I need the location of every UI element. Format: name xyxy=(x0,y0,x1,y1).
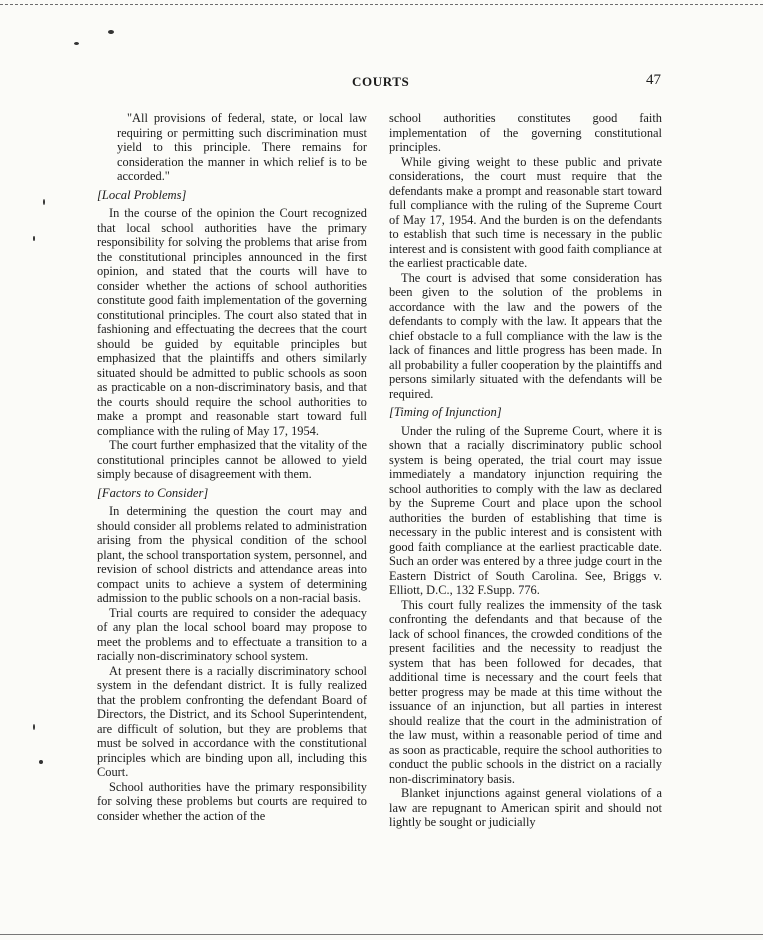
paragraph: School authorities have the primary responsibility for solving these problems but courts are required to consider whether the action of the xyxy=(97,779,367,823)
paragraph: While giving weight to these public and private considerations, the court must require that the defendants make a prompt and reasonable start toward full compliance with the ruling of the Supreme Court of May 17, 1954. And the burden is on the defendants to establish that such time is necessary in the public interest and is consistent with good faith compliance at the earliest practicable date. xyxy=(389,154,662,270)
paragraph: Under the ruling of the Supreme Court, where it is shown that a racially discriminatory public school system is being operated, the trial court may issue immediately a mandatory injunction requiring the school authorities to comply with the law as declared by the Supreme Court and place upon the school authorities the burden of establishing that time is necessary in the public interest and is consistent with good faith compliance at the earliest practicable date. Such an order was entered by a three judge court in the Eastern District of South Carolina. See, Briggs v. Elliott, D.C., 132 F.Supp. 776. xyxy=(389,423,662,597)
right-column xyxy=(389,111,662,830)
paragraph: The court further emphasized that the vitality of the constitutional principles cannot be allowed to yield simply because of disagreement with them. xyxy=(97,438,367,481)
paragraph: school authorities constitutes good faith implementation of the governing constitutional principles. xyxy=(389,111,662,154)
scan-speck xyxy=(39,760,43,764)
scan-speck xyxy=(43,199,45,205)
scan-speck xyxy=(108,30,114,34)
left-column xyxy=(97,111,367,823)
block-quote xyxy=(117,111,367,184)
heading-local-problems: [Local Problems] xyxy=(97,187,187,202)
heading-timing-of-injunction: [Timing of Injunction] xyxy=(389,405,502,419)
quote-text: "All provisions of federal, state, or local law requiring or permitting such discrimination must yield to this principle. There remains for consideration the manner in which relief is to be accorded." xyxy=(117,111,367,183)
page-number: 47 xyxy=(646,72,661,88)
running-head: COURTS xyxy=(352,74,410,89)
paragraph: The court is advised that some consideration has been given to the solution of the problems in accordance with the law and the powers of the defendants to comply with the law. It appears that the chief obstacle to a full compliance with the law is the lack of finances and little progress has been made. In all probability a fuller cooperation by the plaintiffs and persons similarly situated with the defendants will be required. xyxy=(389,270,662,401)
paragraph: This court fully realizes the immensity of the task confronting the defendants and that because of the lack of school finances, the crowded conditions of the present facilities and the necessity to readjust the system that has been followed for decades, that additional time is necessary and the court feels that better progress may be made at this time without the issuance of an injunction, but all parties in interest should realize that the court in the administration of the law must, within a reasonable period of time and as soon as practicable, require the school authorities to conduct the public schools in the district on a racially non-discriminatory basis. xyxy=(389,597,662,786)
top-dashed-rule xyxy=(0,4,763,5)
scan-speck xyxy=(33,724,35,730)
paragraph: In determining the question the court may and should consider all problems related to administration arising from the physical condition of the school plant, the school transportation system, personnel, and revision of school districts and attendance areas into compact units to achieve a system of determining admission to the public schools on a non-racial basis. xyxy=(97,504,367,605)
scan-speck xyxy=(74,42,79,45)
heading-factors-to-consider: [Factors to Consider] xyxy=(97,485,209,500)
paragraph: Trial courts are required to consider the adequacy of any plan the local school board may propose to meet the problems and to effectuate a transition to a racially non-discriminatory school system. xyxy=(97,605,367,663)
paragraph: At present there is a racially discriminatory school system in the defendant district. It is fully realized that the problem confronting the defendant Board of Directors, the District, and its School Superintendent, are difficult of solution, but they are problems that must be solved in accordance with the constitutional principles which are binding upon all, including this Court. xyxy=(97,663,367,779)
paragraph: In the course of the opinion the Court recognized that local school authorities have the primary responsibility for solving the problems that arise from the constitutional principles announced in the first opinion, and stated that the courts will have to consider whether the actions of school authorities constitute good faith implementation of the governing constitutional principles. The court also stated that in fashioning and effectuating the decrees that the court should be guided by equitable principles but emphasized that the plaintiffs and others similarly situated should be admitted to public schools as soon as practicable on a non-discriminatory basis, and that the courts should require the school authorities to make a prompt and reasonable start toward full compliance with the ruling of May 17, 1954. xyxy=(97,206,367,438)
paragraph: Blanket injunctions against general violations of a law are repugnant to American spirit and should not lightly be sought or judicially xyxy=(389,786,662,829)
scan-speck xyxy=(33,236,35,241)
bottom-rule xyxy=(0,934,763,935)
